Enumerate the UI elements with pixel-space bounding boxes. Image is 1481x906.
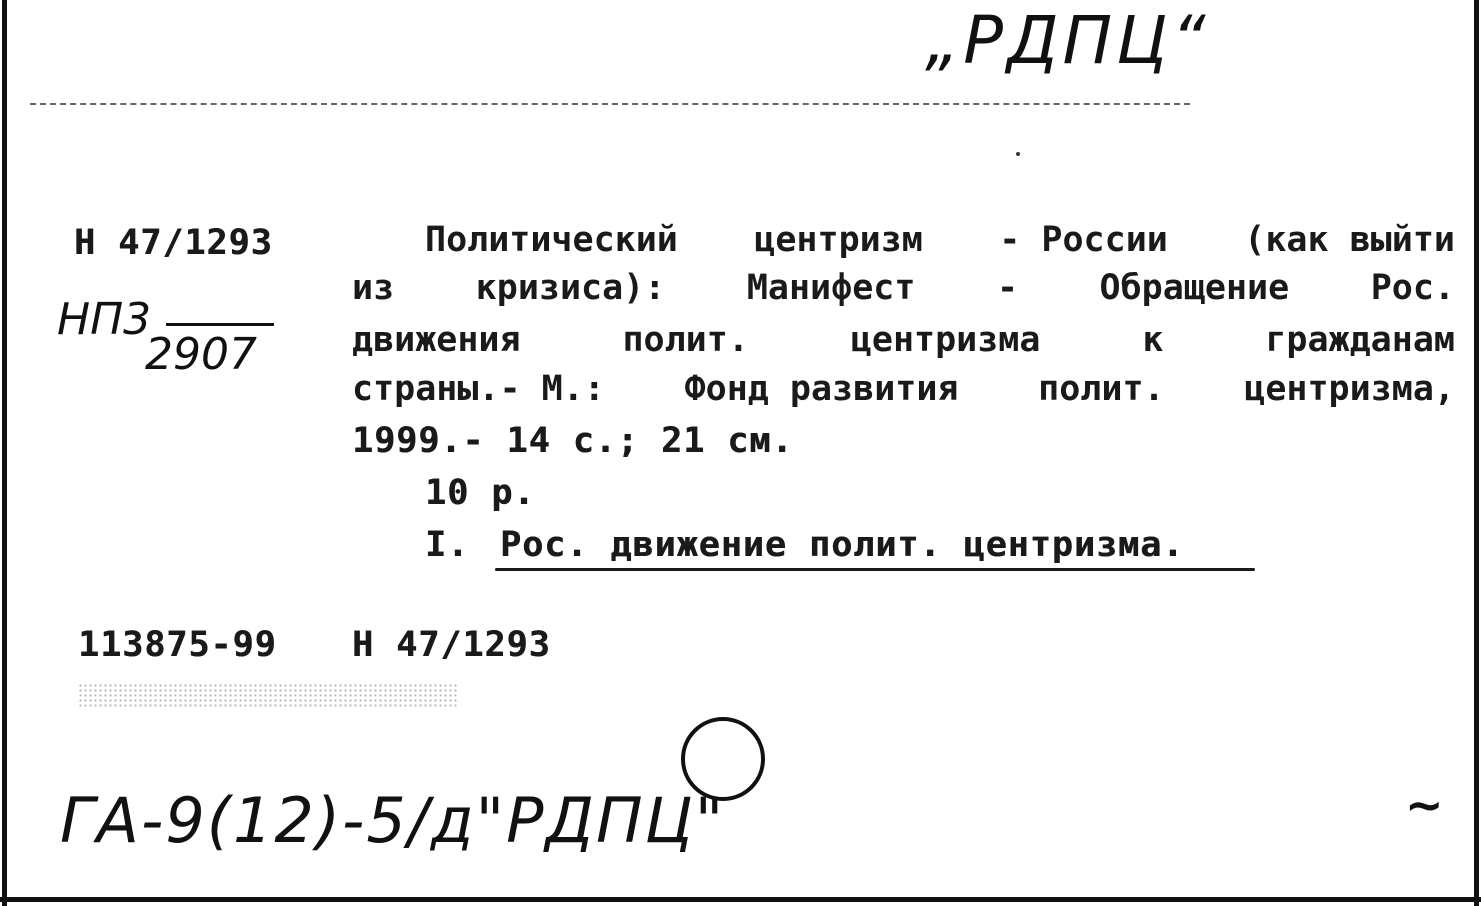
description-line-4 (352, 369, 1455, 409)
card-border-left (2, 0, 7, 906)
handwritten-fraction-line (166, 323, 274, 326)
description-word: полит. (622, 320, 749, 360)
tracing-underline (495, 568, 1255, 571)
description-word: Рос. (1370, 268, 1455, 308)
tracing-heading: Рос. движение полит. центризма. (500, 525, 1185, 565)
description-line-2 (352, 268, 1455, 308)
call-number-bottom: Н 47/1293 (352, 625, 551, 665)
accession-number: 113875-99 (78, 625, 277, 665)
description-word: полит. (1038, 369, 1165, 409)
faded-stamp-marks (78, 683, 458, 709)
handwritten-code-top: НП3 (57, 294, 152, 345)
description-word: страны.- М.: (352, 369, 605, 409)
description-line-3 (352, 320, 1455, 360)
handwritten-code-bottom: 2907 (145, 329, 257, 380)
handwritten-classification: ГА-9(12)-5/д"РДПЦ" (60, 784, 726, 857)
description-word: Манифест (746, 268, 916, 308)
call-number-top: Н 47/1293 (74, 223, 273, 263)
speck (1016, 152, 1020, 156)
description-word: центризма (850, 320, 1041, 360)
dashed-separator (30, 103, 1190, 105)
description-line-5: 1999.- 14 с.; 21 см. (352, 421, 794, 461)
tracing-number: I. (425, 525, 470, 565)
description-word: Политический (425, 220, 678, 260)
handwritten-collection-tag: „РДПЦ“ (925, 2, 1210, 79)
description-word: центризм (754, 220, 923, 260)
description-word: Фонд развития (684, 369, 959, 409)
description-word: из (352, 268, 395, 308)
description-word: Обращение (1099, 268, 1290, 308)
description-word: - России (999, 220, 1168, 260)
description-word: к (1142, 320, 1164, 360)
description-word: - (996, 268, 1019, 308)
price: 10 р. (425, 473, 536, 513)
description-word: (как выйти (1244, 220, 1455, 260)
description-word: кризиса): (475, 268, 666, 308)
description-word: гражданам (1265, 320, 1455, 360)
corner-mark: ~ (1405, 778, 1444, 832)
card-border-bottom (0, 897, 1481, 902)
description-word: движения (352, 320, 521, 360)
description-word: центризма, (1244, 369, 1455, 409)
card-border-right (1474, 0, 1479, 906)
description-line-1 (425, 220, 1455, 260)
